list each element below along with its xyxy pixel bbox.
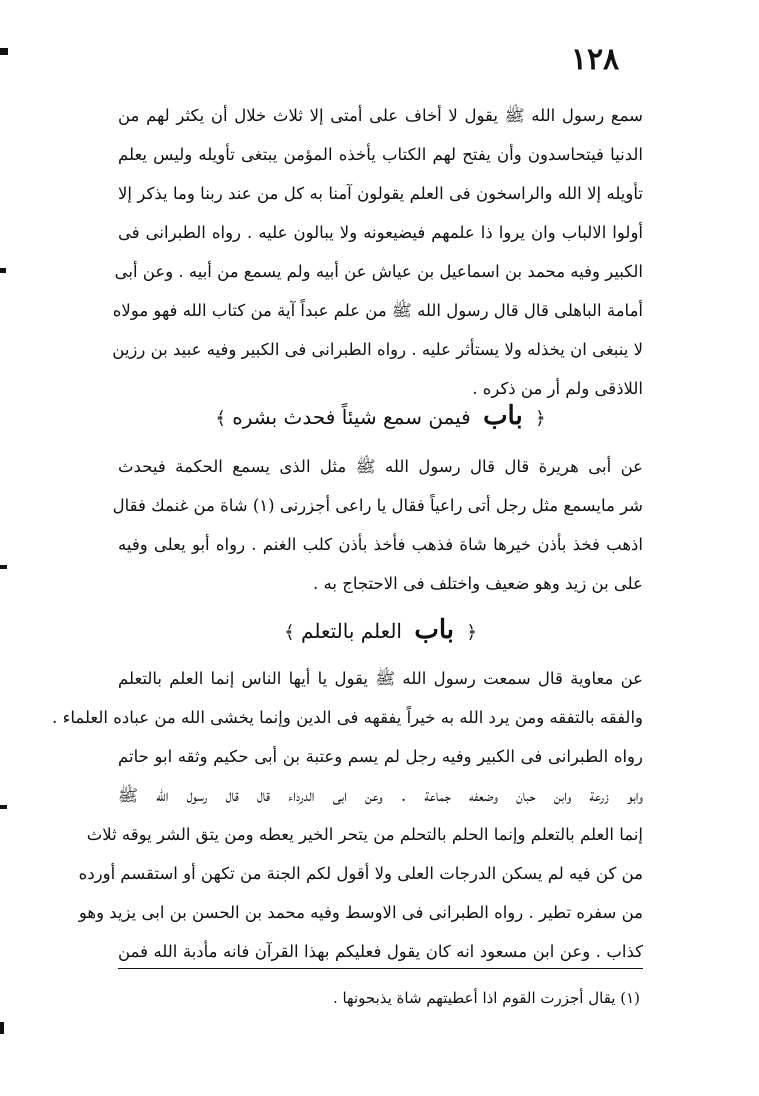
paragraph-3 [52, 659, 643, 971]
heading-title: فيمن سمع شيئاً فحدث بشره [232, 405, 471, 429]
text-line: اللاذقى ولم أر من ذكره . [472, 379, 643, 398]
heading-bracket-open: ﴿ [466, 622, 477, 643]
text-line: سمع رسول الله ﷺ يقول لا أخاف على أمتى إلا ثلاث خلال أن يكثر لهم من [118, 106, 643, 125]
scan-edge-mark [0, 565, 7, 569]
footnote: (١) يقال أجزرت القوم اذا أعطيتهم شاة يذبحونها . [332, 989, 640, 1007]
heading-bab-label: باب [483, 401, 523, 431]
text-line: رواه الطبرانى فى الكبير وفيه رجل لم يسم وعتبة بن أبى حكيم وثقه ابو حاتم [118, 747, 643, 766]
text-line: أولوا الالباب وان يروا ذا علمهم فيضيعونه ولا يبالون عليه . رواه الطبرانى فى [118, 223, 643, 242]
scan-edge-mark [0, 268, 6, 273]
text-line: عن معاوية قال سمعت رسول الله ﷺ يقول يا أيها الناس إنما العلم بالتعلم [118, 669, 643, 688]
text-line: من كن فيه لم يسكن الدرجات العلى ولا أقول لكم الجنة من تكهن أو استقسم أورده [78, 864, 643, 883]
heading-title: العلم بالتعلم [301, 619, 402, 643]
footnote-divider [118, 968, 643, 969]
text-line: اذهب فخذ بأذن خيرها شاة فذهب فأخذ بأذن كلب الغنم . رواه أبو يعلى وفيه [118, 535, 643, 554]
text-line: الكبير وفيه محمد بن اسماعيل بن عياش عن أبيه ولم يسمع من أبيه . وعن أبى [114, 262, 643, 281]
scan-edge-mark [0, 48, 8, 55]
text-line: عن أبى هريرة قال قال رسول الله ﷺ مثل الذى يسمع الحكمة فيحدث [118, 457, 643, 476]
text-line: تأويله إلا الله والراسخون فى العلم يقولون آمنا به كل من عند ربنا وما يذكر إلا [118, 184, 643, 203]
heading-bracket-close: ﴾ [284, 622, 295, 643]
heading-bracket-close: ﴾ [215, 408, 226, 429]
section-heading-2 [118, 608, 643, 655]
text-line: أمامة الباهلى قال قال رسول الله ﷺ من علم عبداً آية من كتاب الله فهو مولاه [112, 301, 643, 320]
text-line: من سفره تطير . رواه الطبرانى فى الاوسط وفيه محمد بن الحسن بن ابى يزيد وهو [78, 903, 643, 922]
text-line: شر مايسمع مثل رجل أتى راعياً فقال يا راعى أجزرنى (١) شاة من غنمك فقال [112, 496, 643, 515]
section-heading-1 [118, 394, 643, 441]
text-line: وابو زرعة وابن حبان وضعفه جماعة . وعن ابى الدرداء قال قال رسول الله ﷺ [118, 786, 643, 805]
text-line: كذاب . وعن ابن مسعود انه كان يقول فعليكم بهذا القرآن فانه مأدبة الله فمن [118, 942, 643, 961]
text-line: على بن زيد وهو ضعيف واختلف فى الاحتجاج به . [313, 574, 643, 593]
scan-edge-mark [0, 805, 7, 809]
text-line: لا ينبغى ان يخذله ولا يستأثر عليه . رواه الطبرانى فى الكبير وفيه عبيد بن رزين [112, 340, 643, 359]
paragraph-2 [112, 447, 643, 603]
text-line: الدنيا فيتحاسدون وأن يفتح لهم الكتاب يأخذه المؤمن يبتغى تأويله وليس يعلم [118, 145, 643, 164]
heading-bab-label: باب [414, 615, 454, 645]
paragraph-1 [112, 96, 643, 408]
page-number: ١٢٨ [570, 42, 620, 77]
text-line: والفقه بالتفقه ومن يرد الله به خيراً يفقهه فى الدين وإنما يخشى الله من عباده العلماء . [52, 708, 643, 727]
text-line: إنما العلم بالتعلم وإنما الحلم بالتحلم من يتحر الخير يعطه ومن يتق الشر يوقه ثلاث [86, 825, 643, 844]
heading-bracket-open: ﴿ [535, 408, 546, 429]
scan-edge-mark [0, 1022, 4, 1034]
